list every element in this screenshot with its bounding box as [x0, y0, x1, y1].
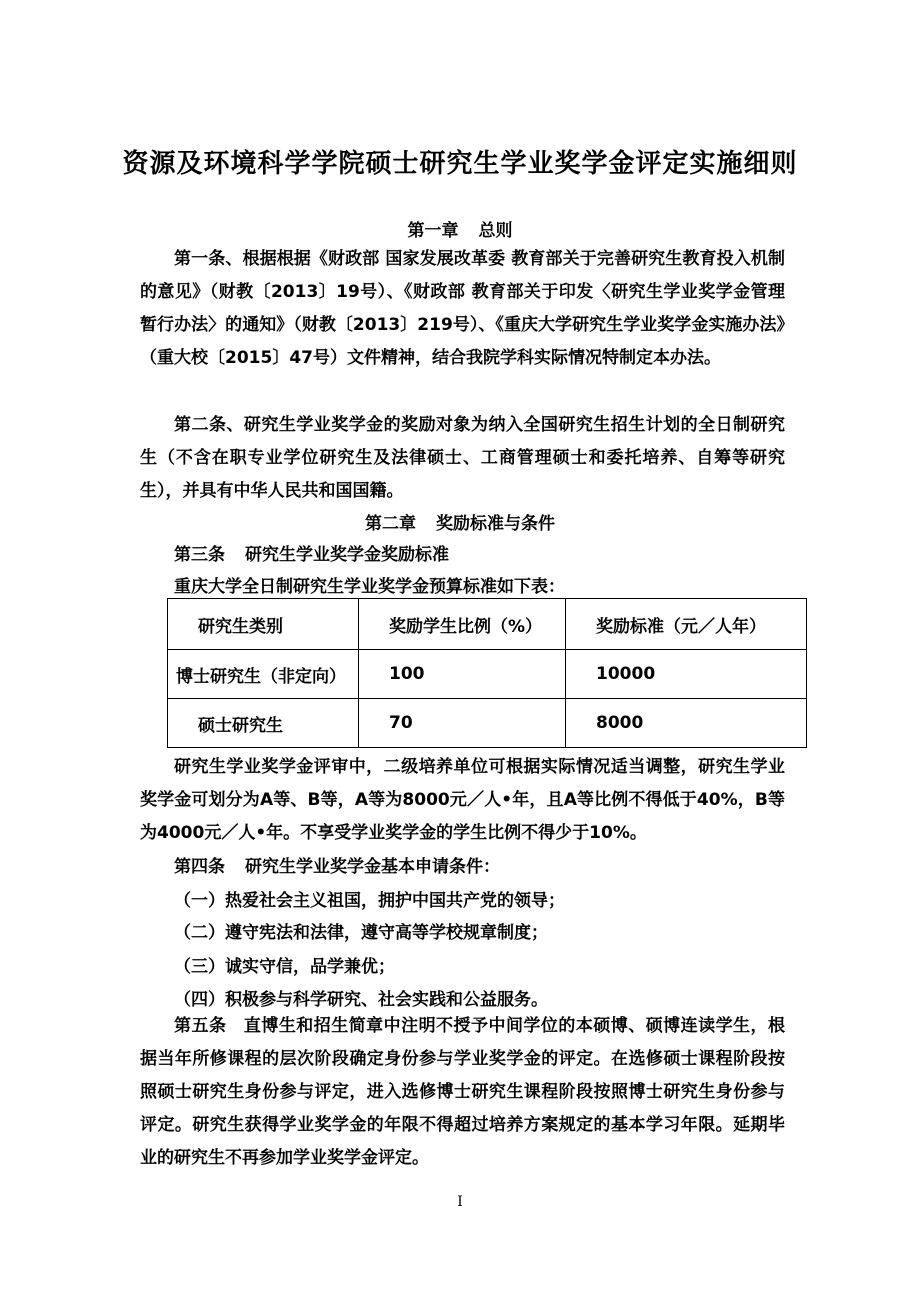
- chapter-1-heading: [0, 216, 920, 241]
- table-cell: 博士研究生（非定向）: [168, 650, 359, 699]
- chapter-2-number: 第二章: [365, 514, 416, 534]
- table-row: [168, 650, 807, 699]
- table-row: [168, 699, 807, 748]
- table-intro: 重庆大学全日制研究生学业奖学金预算标准如下表：: [174, 577, 565, 597]
- article-5: 第五条 直博生和招生简章中注明不授予中间学位的本硕博、硕博连读学生，根据当年所修课程的层次阶段确定身份参与学业奖学金的评定。在选修硕士课程阶段按照硕士研究生身份参与评定，进入选修博士研究生课程阶段按照博士研究生身份参与评定。研究生获得学业奖学金的年限不得超过培养方案规定的基本学习年限。延期毕业的研究生不再参加学业奖学金评定。: [140, 1016, 785, 1168]
- chapter-2-name: 奖励标准与条件: [436, 514, 555, 534]
- condition-item: （一）热爱社会主义祖国，拥护中国共产党的领导；: [174, 891, 565, 911]
- scholarship-budget-table: [167, 598, 807, 748]
- article-4-text: 研究生学业奖学金基本申请条件：: [245, 857, 500, 877]
- table-cell: 10000: [566, 650, 807, 699]
- article-4-number: 第四条: [174, 857, 225, 877]
- article-3-text: 研究生学业奖学金奖励标准: [245, 545, 449, 565]
- table-header-cell: 奖励学生比例（%）: [359, 599, 566, 650]
- table-cell: 100: [359, 650, 566, 699]
- table-header-cell: 奖励标准（元／人年）: [566, 599, 807, 650]
- page-number: I: [457, 1194, 463, 1210]
- table-header-cell: 研究生类别: [168, 599, 359, 650]
- table-header-row: [168, 599, 807, 650]
- condition-item: （四）积极参与科学研究、社会实践和公益服务。: [174, 990, 548, 1010]
- table-note: 研究生学业奖学金评审中，二级培养单位可根据实际情况适当调整，研究生学业奖学金可划分为A等、B等，A等为8000元／人•年，且A等比例不得低于40%，B等为4000元／人•年。不享受学业奖学金的学生比例不得少于10%。: [140, 757, 785, 843]
- article-3-number: 第三条: [174, 545, 225, 565]
- document-title: 资源及环境科学学院硕士研究生学业奖学金评定实施细则: [122, 149, 798, 179]
- article-3: [174, 540, 449, 565]
- article-1: 第一条、根据根据《财政部 国家发展改革委 教育部关于完善研究生教育投入机制的意见》（财教〔2013〕19号）、《财政部 教育部关于印发〈研究生学业奖学金管理暂行办法〉的通知》（财教〔2013〕219号）、《重庆大学研究生学业奖学金实施办法》（重大校〔2015〕47号）文件精神，结合我院学科实际情况特制定本办法。: [140, 249, 785, 368]
- chapter-1-number: 第一章: [407, 221, 459, 241]
- table-cell: 8000: [566, 699, 807, 748]
- chapter-1-name: 总则: [478, 221, 513, 241]
- table-cell: 70: [359, 699, 566, 748]
- article-2: 第二条、研究生学业奖学金的奖励对象为纳入全国研究生招生计划的全日制研究生（不含在职专业学位研究生及法律硕士、工商管理硕士和委托培养、自筹等研究生），并具有中华人民共和国国籍。: [140, 415, 785, 501]
- condition-item: （二）遵守宪法和法律，遵守高等学校规章制度；: [174, 923, 548, 943]
- article-4: [174, 852, 500, 877]
- table-cell: 硕士研究生: [168, 699, 359, 748]
- condition-item: （三）诚实守信，品学兼优；: [174, 957, 395, 977]
- chapter-2-heading: [0, 509, 920, 534]
